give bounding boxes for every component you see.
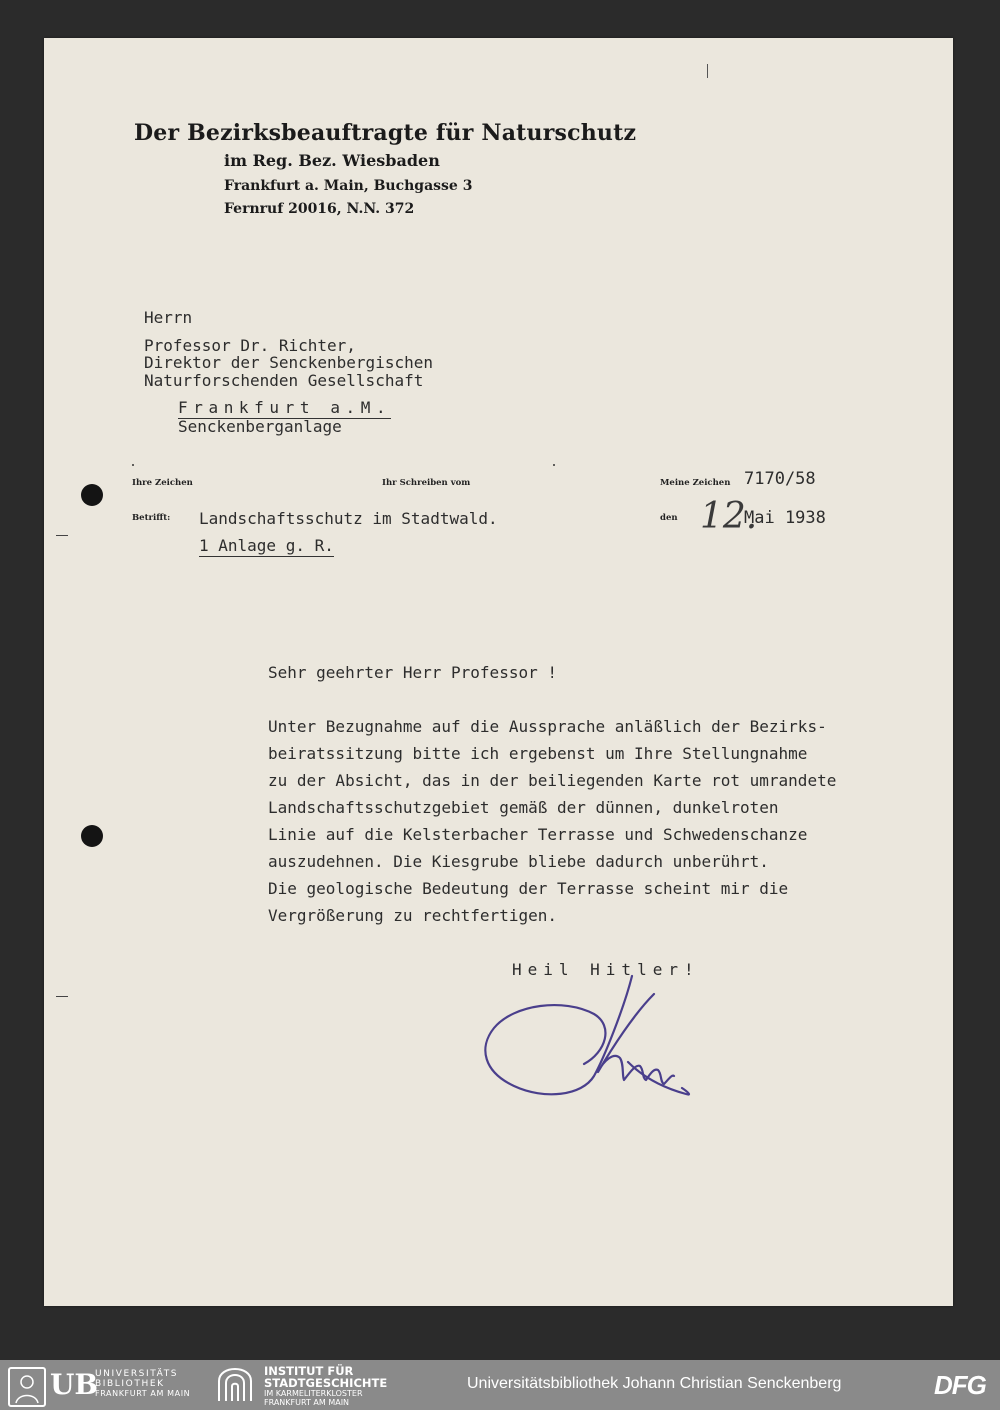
body-line: beiratssitzung bitte ich ergebenst um Ihre Stellungnahme (268, 744, 808, 763)
body-line: Die geologische Bedeutung der Terrasse scheint mir die (268, 879, 789, 898)
enclosure-text: 1 Anlage g. R. (199, 536, 334, 555)
letter-salutation: Sehr geehrter Herr Professor ! (268, 663, 557, 682)
isg-logo-text (264, 1365, 387, 1407)
letterhead-phone: Fernruf 20016, N.N. 372 (224, 201, 415, 217)
body-line: auszudehnen. Die Kiesgrube bliebe dadurch unberührt. (268, 852, 769, 871)
isg-logo-line: STADTGESCHICHTE (264, 1376, 388, 1390)
meine-zeichen-value: 7170/58 (744, 469, 816, 489)
library-name: Universitätsbibliothek Johann Christian Senckenberg (467, 1375, 842, 1392)
punch-hole-top (81, 484, 103, 506)
betrifft-label: Betrifft: (132, 513, 171, 523)
guide-dot (553, 464, 555, 466)
body-line: Linie auf die Kelsterbacher Terrasse und Schwedenschanze (268, 825, 808, 844)
recipient-line: Professor Dr. Richter, (144, 336, 356, 355)
letterhead-address: Frankfurt a. Main, Buchgasse 3 (224, 178, 473, 194)
ub-logo-line: BIBLIOTHEK (95, 1379, 165, 1389)
letterhead-region: im Reg. Bez. Wiesbaden (224, 151, 440, 170)
body-line: zu der Absicht, das in der beiliegenden Karte rot umrandete (268, 771, 837, 790)
ub-logo-line: FRANKFURT AM MAIN (95, 1389, 191, 1398)
recipient-street: Senckenberganlage (178, 417, 342, 436)
ub-portrait-icon (8, 1367, 46, 1407)
subject-text: Landschaftsschutz im Stadtwald. (199, 509, 498, 528)
ub-logo-text (95, 1369, 190, 1399)
body-line: Unter Bezugnahme auf die Aussprache anläßlich der Bezirks- (268, 717, 827, 736)
isg-logo-line: IM KARMELITERKLOSTER (264, 1389, 363, 1398)
ub-logo-letters: UB (50, 1368, 99, 1401)
recipient-salutation: Herrn (144, 308, 193, 327)
letter-page (44, 38, 953, 1306)
letterhead-title: Der Bezirksbeauftragte für Naturschutz (134, 120, 637, 146)
isg-logo-line: FRANKFURT AM MAIN (264, 1398, 350, 1407)
body-line: Vergrößerung zu rechtfertigen. (268, 906, 557, 925)
ub-logo-line: UNIVERSITÄTS (95, 1369, 179, 1379)
top-tick-mark (707, 64, 708, 78)
meine-zeichen-label: Meine Zeichen (660, 478, 731, 488)
signature-icon (474, 968, 694, 1118)
punch-hole-bottom (81, 825, 103, 847)
ihre-zeichen-label: Ihre Zeichen (132, 478, 193, 488)
date-month-year: Mai 1938 (744, 508, 826, 528)
date-day-handwritten: 12. (700, 496, 758, 537)
footer-bar (0, 1360, 1000, 1410)
recipient-line: Naturforschenden Gesellschaft (144, 371, 424, 390)
letter-closing: Heil Hitler! (512, 960, 700, 979)
guide-dot (132, 464, 134, 466)
body-line: Landschaftsschutzgebiet gemäß der dünnen, dunkelroten (268, 798, 779, 817)
margin-mark (56, 535, 68, 536)
isg-logo-line: INSTITUT FÜR (264, 1364, 354, 1378)
ihr-schreiben-label: Ihr Schreiben vom (382, 478, 471, 488)
recipient-city: Frankfurt a.M. (178, 398, 392, 417)
dfg-logo: DFG (934, 1370, 986, 1400)
recipient-line: Direktor der Senckenbergischen (144, 353, 433, 372)
margin-mark (56, 996, 68, 997)
date-label: den (660, 513, 678, 523)
isg-arches-icon (216, 1367, 254, 1403)
